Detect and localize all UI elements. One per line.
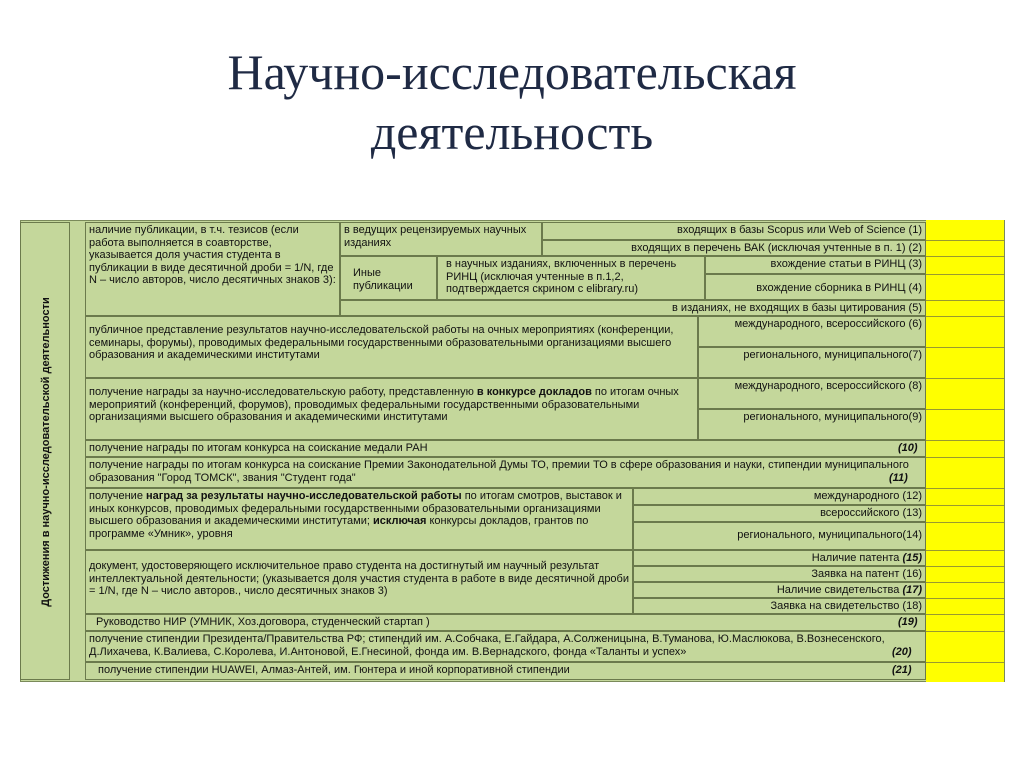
award-reports-cell [85, 378, 698, 440]
ran-medal-cell [85, 440, 926, 457]
score-row-divider [926, 300, 1004, 301]
scopus-cell [542, 222, 926, 240]
duma-prize-number: (11) [889, 472, 908, 484]
research-regional-text: регионального, муниципального(14) [737, 529, 922, 541]
scholarship-number: (20) [892, 646, 912, 658]
scholarship-cell [85, 631, 926, 662]
certificate-text: Наличие свидетельства [776, 584, 900, 596]
score-row-divider [926, 274, 1004, 275]
score-row-divider [926, 598, 1004, 599]
score-row-divider [926, 582, 1004, 583]
scopus-text: входящих в базы Scopus или Web of Science (1) [676, 224, 922, 236]
score-row-divider [926, 662, 1004, 663]
other-publications-cell [340, 256, 437, 300]
rinc-collection-cell [705, 274, 926, 300]
research-awards-text-d: исключая [373, 515, 427, 527]
duma-prize-text: получение награды по итогам конкурса на соискание Премии Законодательной Думы ТО, премии ТО в сфере образования и науки, стипендии муниципального образования "Город ТОМСК", звания "Студент года" [89, 459, 909, 484]
research-intl-cell [633, 488, 926, 505]
other-publications-text: Иные публикации [353, 267, 413, 292]
rinc-cell [437, 256, 705, 300]
rinc-text: в научных изданиях, включенных в перечень РИНЦ (исключая учтенные в п.1,2, подтверждается скрином с elibrary.ru) [446, 258, 677, 295]
not-cited-text: в изданиях, не входящих в базы цитирования (5) [672, 302, 922, 314]
ran-medal-text: получение награды по итогам конкурса на соискание медали РАН [89, 442, 428, 454]
title-line-1: Научно-исследовательская [227, 44, 797, 100]
certificate-cell [633, 582, 926, 598]
corporate-scholarship-number: (21) [892, 664, 912, 676]
score-row-divider [926, 378, 1004, 379]
research-awards-text-c: по итогам смотров, выставок и иных конкурсов, проводимых федеральными государственными образовательными организациями высшего образования и академическими институтами; [89, 490, 622, 527]
score-row-divider [926, 614, 1004, 615]
score-row-divider [926, 488, 1004, 489]
research-awards-cell [85, 488, 633, 550]
vak-cell [542, 240, 926, 256]
research-regional-cell [633, 522, 926, 550]
corporate-scholarship-text: получение стипендии HUAWEI, Алмаз-Антей, им. Гюнтера и иной корпоративной стипендии [98, 664, 570, 676]
presentation-intl-text: международного, всероссийского (6) [734, 318, 922, 330]
duma-prize-cell [85, 457, 926, 488]
research-intl-text: международного (12) [813, 490, 922, 502]
award-intl-cell [698, 378, 926, 409]
research-awards-text-e: конкурсы докладов, грантов по программе «Умник», уровня [89, 515, 589, 540]
score-row-divider [926, 505, 1004, 506]
patent-application-text: Заявка на патент (16) [811, 568, 922, 580]
research-supervision-number: (19) [898, 616, 918, 628]
certificate-application-cell [633, 598, 926, 614]
certificate-number: (17) [902, 584, 922, 596]
research-ru-cell [633, 505, 926, 522]
public-presentation-cell [85, 316, 698, 378]
not-cited-cell [340, 300, 926, 316]
score-row-divider [926, 631, 1004, 632]
peer-reviewed-cell [340, 222, 542, 256]
award-regional-cell [698, 409, 926, 440]
score-column [926, 220, 1004, 682]
score-row-divider [926, 566, 1004, 567]
publications-cell [85, 222, 340, 316]
score-row-divider [926, 256, 1004, 257]
score-row-divider [926, 240, 1004, 241]
presentation-regional-cell [698, 347, 926, 378]
peer-reviewed-text: в ведущих рецензируемых научных изданиях [344, 224, 527, 249]
rinc-article-text: вхождение статьи в РИНЦ (3) [770, 258, 922, 270]
score-row-divider [926, 316, 1004, 317]
rinc-collection-text: вхождение сборника в РИНЦ (4) [756, 282, 922, 294]
score-row-divider [926, 347, 1004, 348]
research-awards-text-a: получение [89, 490, 146, 502]
research-supervision-cell [85, 614, 926, 631]
page-title [0, 42, 1024, 162]
research-awards-text-b: наград за результаты научно-исследовательской работы [146, 490, 462, 502]
research-ru-text: всероссийского (13) [820, 507, 922, 519]
publications-text: наличие публикации, в т.ч. тезисов (если работа выполняется в соавторстве, указывается доля участия студента в публикации в виде десятичной дроби = 1/N, где N – число авторов, число десятичных знаков 3): [89, 224, 336, 286]
award-reports-text-b: в конкурсе докладов [476, 386, 592, 398]
research-supervision-text: Руководство НИР (УМНИК, Хоз.договора, студенческий стартап ) [96, 616, 430, 628]
award-reports-text-a: получение награды за научно-исследовательскую работу, представленную [89, 386, 477, 398]
patent-text: Наличие патента [811, 552, 900, 564]
rinc-article-cell [705, 256, 926, 274]
ran-medal-number: (10) [898, 442, 918, 454]
title-line-2: деятельность [370, 104, 654, 160]
vertical-header-cell [20, 222, 70, 680]
score-row-divider [926, 440, 1004, 441]
certificate-application-text: Заявка на свидетельство (18) [770, 600, 922, 612]
patent-cell [633, 550, 926, 566]
vak-text: входящих в перечень ВАК (исключая учтенные в п. 1) (2) [631, 242, 922, 254]
scholarship-text: получение стипендии Президента/Правительства РФ; стипендий им. А.Собчака, Е.Гайдара, А.Солженицына, В.Туманова, Ю.Маслюкова, В.Вознесенского, Д.Лихачева, К.Валиева, С.Королева, И.Антоновой, Е.Гнесиной, фонда им. В.Вернадского, фонда «Таланты и успех» [89, 633, 885, 658]
presentation-intl-cell [698, 316, 926, 347]
patent-number: (15) [902, 552, 922, 564]
patent-application-cell [633, 566, 926, 582]
score-row-divider [926, 550, 1004, 551]
vertical-header: Достижения в научно-исследовательской деятельности [40, 297, 52, 607]
ip-document-text: документ, удостоверяющего исключительное право студента на достигнутый им научный результат интеллектуальной деятельности; (указывается доля участия студента в работе в виде десятичной дроби = 1/N, где N – число авторов., число десятичных знаков 3) [89, 560, 629, 597]
award-intl-text: международного, всероссийского (8) [734, 380, 922, 392]
public-presentation-text: публичное представление результатов научно-исследовательской работы на очных мероприятиях (конференции, семинары, форумы), проводимых федеральными государственными образовательными организациями высшего образования и академическими институтами [89, 324, 674, 361]
corporate-scholarship-cell [85, 662, 926, 680]
ip-document-cell [85, 550, 633, 614]
award-reports-text-c: по итогам очных мероприятий (конференций, форумов), проводимых федеральными государственными образовательными организациями высшего образования и академическими институтами [89, 386, 679, 423]
award-regional-text: регионального, муниципального(9) [743, 411, 922, 423]
score-row-divider [926, 457, 1004, 458]
presentation-regional-text: регионального, муниципального(7) [743, 349, 922, 361]
score-row-divider [926, 409, 1004, 410]
score-row-divider [926, 522, 1004, 523]
